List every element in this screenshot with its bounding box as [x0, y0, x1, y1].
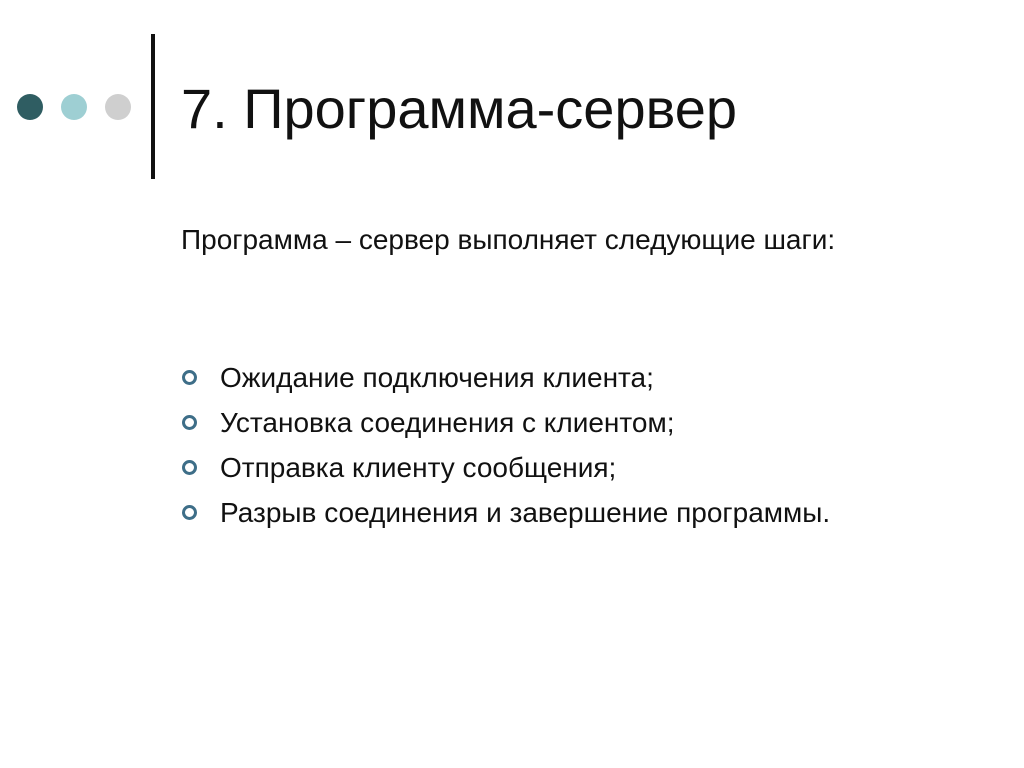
list-item: [181, 490, 830, 535]
list-item: [181, 355, 830, 400]
steps-list: [181, 355, 830, 535]
bullet-icon: [182, 370, 197, 385]
step-text: Разрыв соединения и завершение программы.: [220, 496, 831, 528]
list-item: [181, 400, 830, 445]
intro-text: Программа – сервер выполняет следующие шаги:: [181, 224, 836, 255]
gray-dot-icon: [105, 94, 131, 120]
title-divider: [151, 34, 155, 179]
dark-dot-icon: [17, 94, 43, 120]
decorative-dots: [17, 94, 131, 120]
light-teal-dot-icon: [61, 94, 87, 120]
list-item: [181, 445, 830, 490]
step-text: Установка соединения с клиентом;: [220, 406, 675, 438]
step-text: Ожидание подключения клиента;: [220, 361, 654, 393]
step-text: Отправка клиенту сообщения;: [220, 451, 617, 483]
slide-title: 7. Программа-сервер: [181, 77, 738, 140]
bullet-icon: [182, 415, 197, 430]
bullet-icon: [182, 460, 197, 475]
bullet-icon: [182, 505, 197, 520]
